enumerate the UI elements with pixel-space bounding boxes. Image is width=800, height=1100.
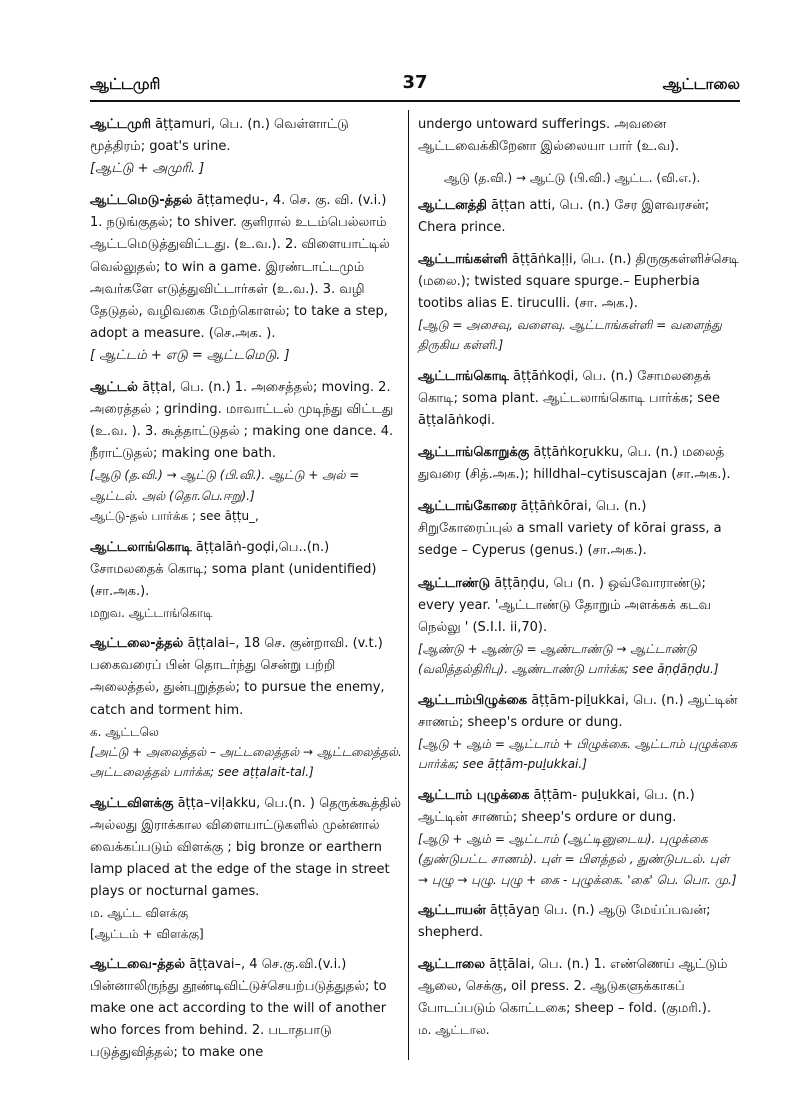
entry-headword: ஆட்டாங்கொறுக்கு (418, 445, 530, 461)
dictionary-entry (90, 954, 402, 1064)
entry-headword: ஆட்டமுரி (90, 117, 151, 132)
entry-etymology: [ஆட்டம் + விளக்கு] (90, 926, 204, 941)
entry-headword: ஆட்டாலை (418, 957, 486, 973)
entry-body: āṭṭāṅkoḍi, பெ. (n.) சோமலதைக் கொடி; soma plant. ஆட்டலாங்கொடி பார்க்க; see āṭṭalāṅkoḍi. (418, 368, 720, 429)
entry-body: āṭṭa–viḷakku, பெ.(n. ) தெருக்கூத்தில் அல்லது இராக்கால விளையாட்டுகளில் முன்னால் வைக்கப்படும் விளக்கு ; big bronze or earthern lamp placed at the edge of the stage in street plays or nocturnal games. (90, 795, 401, 900)
page-header (90, 66, 740, 102)
entry-etymology: [ ஆட்டம் + எடு = ஆட்டமெடு. ] (90, 347, 290, 363)
left-column (90, 114, 402, 1075)
dictionary-entry (418, 573, 740, 680)
entry-body: āṭṭāṅkōrai, பெ. (n.) சிறுகோரைப்புல் a small variety of kōrai grass, a sedge – Cyperus (genus.) (சா.அக.). (418, 499, 722, 559)
entry-headword: ஆட்டாங்கோரை (418, 499, 517, 515)
entry-headword: ஆட்டவை-த்தல் (90, 957, 185, 973)
entry-etymology: [அட்டு + அலைத்தல் – அட்டலைத்தல் → ஆட்டலைத்தல். அட்டலைத்தல் பார்க்க; see aṭṭalait-tal.] (90, 745, 402, 780)
entry-headword: ஆட்டாண்டு (418, 575, 491, 591)
entry-headword: ஆட்டாங்கொடி (418, 368, 509, 384)
entry-body: āṭṭavai–, 4 செ.கு.வி.(v.i.) பின்னாலிருந்து தூண்டிவிட்டுச்செயற்படுத்துதல்; to make one act according to the will of another who forces from behind. 2. படாதபாடு படுத்துவித்தல்; to make one (90, 957, 387, 1061)
entry-body: āṭṭameḍu-, 4. செ. கு. வி. (v.i.) 1. நடுங்குதல்; to shiver. குளிரால் உடம்பெல்லாம் ஆட்டமெடுத்துவிட்டது. (உ.வ.). 2. விளையாட்டில் வெல்லுதல்; to win a game. இரண்டாட்டமும் அவர்களே எடுத்துவிட்டார்கள் (உ.வ.). 3. வழி தேடுதல், வழிவகை மேற்கொளல்; to take a step, adopt a measure. (செ.அக. ). (90, 193, 390, 341)
entry-headword: ஆட்டனத்தி (418, 197, 487, 213)
entry-etymology: [ஆடு = அசைவு, வளைவு. ஆட்டாங்கள்ளி = வளைந்து திருகிய கள்ளி.] (418, 318, 722, 353)
dictionary-entry (418, 442, 740, 486)
entry-headword: ஆட்டாம் புழுக்கை (418, 787, 530, 803)
dictionary-entry (418, 954, 740, 1041)
entry-headword: ஆட்டலாங்கொடி (90, 539, 192, 555)
entry-cognate: ம. ஆட்ட விளக்கு (90, 906, 189, 921)
entry-headword: ஆட்டாங்கள்ளி (418, 251, 508, 267)
dictionary-entry (418, 249, 740, 356)
dictionary-entry (418, 496, 740, 562)
dictionary-entry (90, 537, 402, 624)
entry-body: āṭṭalāṅ-goḍi,பெ..(n.) சோமலதைக் கொடி; soma plant (unidentified) (சா.அக.). (90, 539, 377, 599)
dictionary-entry (418, 195, 740, 239)
entry-headword: ஆட்டமெடு-த்தல் (90, 193, 193, 209)
header-left-guideword: ஆட்டமுரி (90, 75, 161, 93)
entry-body: āṭṭan atti, பெ. (n.) சேர இளவரசன்; Chera prince. (418, 197, 710, 235)
dictionary-entry (90, 114, 402, 180)
entry-etymology: ஆடு (த.வி.) → ஆட்டு (பி.வி.) ஆட்ட. (வி.எ.). (444, 171, 701, 186)
entry-body: āṭṭalai–, 18 செ. குன்றாவி. (v.t.) பகைவரைப் பின் தொடர்ந்து சென்று பற்றி அலைத்தல், துன்புறுத்தல்; to pursue the enemy, catch and torment him. (90, 636, 385, 718)
right-column (418, 114, 740, 1051)
entry-etymology: [ஆடு (த.வி.) → ஆட்டு (பி.வி.). ஆட்டு + அல் = ஆட்டல். அல் (தொ.பெ.ஈறு).] (90, 468, 360, 503)
entry-body: āṭṭām-piḻukkai, பெ. (n.) ஆட்டின் சாணம்; sheep's ordure or dung. (418, 692, 738, 730)
page-number: 37 (402, 72, 428, 93)
entry-body: āṭṭāṅkoṟukku, பெ. (n.) மலைத் துவரை (சித்.அக.); hilldhal–cytisuscajan (சா.அக.). (418, 445, 731, 483)
entry-cognate: க. ஆட்டலெ (90, 724, 159, 739)
dictionary-entry (418, 785, 740, 890)
entry-etymology: [ஆடு + ஆம் = ஆட்டாம் + பிழுக்கை. ஆட்டாம் புழுக்கை பார்க்க; see āṭṭām-puḻukkai.] (418, 736, 738, 772)
entry-headword: ஆட்டல் (90, 380, 138, 396)
entry-headword: ஆட்டாம்பிழுக்கை (418, 692, 528, 708)
entry-cross-reference: ஆட்டு-தல் பார்க்க ; see āṭṭu_, (90, 509, 259, 524)
entry-variant: மறுவ. ஆட்டாங்கொடி (90, 605, 213, 620)
entry-body: āṭṭamuri, பெ. (n.) வெள்ளாட்டு மூத்திரம்; goat's urine. (90, 117, 349, 155)
entry-etymology: [ஆட்டு + அமுரி. ] (90, 161, 205, 177)
header-right-guideword: ஆட்டாலை (662, 75, 740, 93)
entry-body: āṭṭāṅkaḷḷi, பெ. (n.) திருகுகள்ளிச்செடி (மலை.); twisted square spurge.– Eupherbia tootibs alias E. tirucuIli. (சா. அக.). (418, 251, 740, 311)
entry-cognate: ம. ஆட்டால. (418, 1023, 490, 1038)
dictionary-entry (90, 793, 402, 944)
dictionary-entry (418, 690, 740, 775)
entry-headword: ஆட்டலை-த்தல் (90, 636, 184, 652)
entry-continuation: undergo untoward sufferings. அவனை ஆட்டவைக்கிறேனா இல்லையா பார் (உ.வ). (418, 117, 680, 155)
entry-headword: ஆட்டாயன் (418, 902, 486, 918)
entry-headword: ஆட்டவிளக்கு (90, 795, 174, 811)
entry-etymology: [ஆண்டு + ஆண்டு = ஆண்டாண்டு → ஆட்டாண்டு (வலித்தல்திரிபு). ஆண்டாண்டு பார்க்க; see āṇḍāṇḍu.] (418, 641, 719, 677)
entry-body: āṭṭāṇḍu, பெ (n. ) ஒவ்வோராண்டு; every year. 'ஆட்டாண்டு தோறும் அளக்கக் கடவ நெல்லு ' (S.I.I. ii,70). (418, 575, 712, 635)
entry-etymology: [ஆடு + ஆம் = ஆட்டாம் (ஆட்டினுடைய). புழுக்கை (துண்டுபட்ட சாணம்). புள் = பிளத்தல் , துண்டுபடல். புள் → புழு → புழு. புழு + கை - புழுக்கை. 'கை' பெ. பொ. மு.] (418, 831, 737, 887)
dictionary-entry (90, 633, 402, 783)
dictionary-entry (90, 377, 402, 527)
dictionary-entry (418, 900, 740, 944)
dictionary-entry (90, 190, 402, 367)
column-divider (408, 110, 409, 1060)
entry-body: āṭṭāyaṉ பெ. (n.) ஆடு மேய்ப்பவன்; shepherd. (418, 902, 711, 941)
entry-body: āṭṭal, பெ. (n.) 1. அசைத்தல்; moving. 2. அரைத்தல் ; grinding. மாவாட்டல் முடிந்து விட்டது (உ.வ. ). 3. கூத்தாட்டுதல் ; making one dance. 4. நீராட்டுதல்; making one bath. (90, 380, 394, 462)
entry-body: āṭṭālai, பெ. (n.) 1. எண்ணெய் ஆட்டும் ஆலை, செக்கு, oil press. 2. ஆடுகளுக்காகப் போடப்படும் கொட்டகை; sheep – fold. (குமரி.). (418, 957, 728, 1017)
dictionary-entry (418, 366, 740, 432)
entry-body: āṭṭām- puḻukkai, பெ. (n.) ஆட்டின் சாணம்; sheep's ordure or dung. (418, 787, 695, 825)
